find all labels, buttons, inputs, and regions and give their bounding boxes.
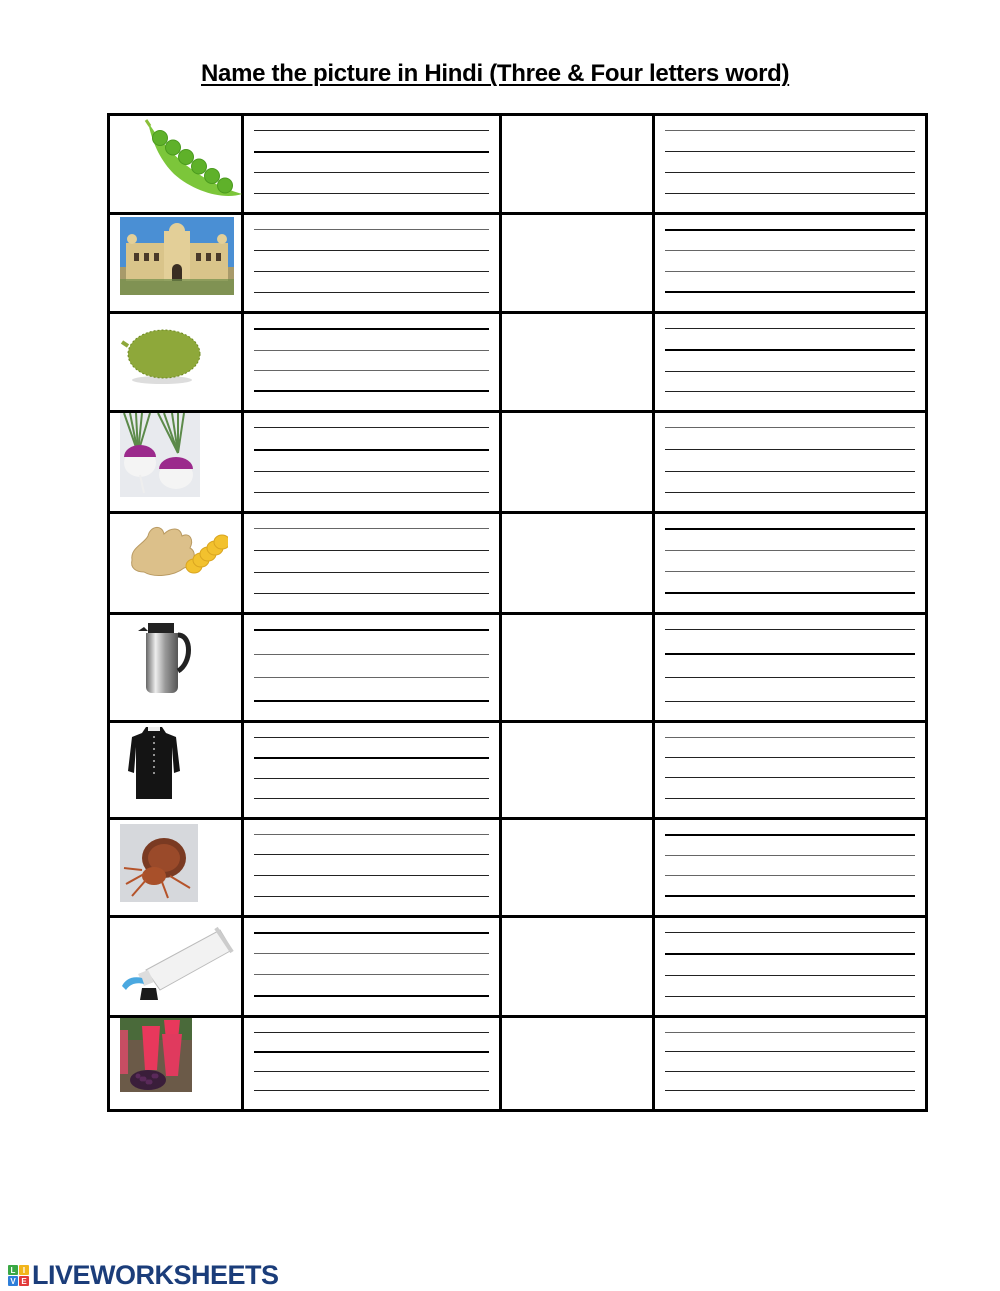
answer-cell-right[interactable] <box>654 1016 927 1110</box>
writing-line <box>254 700 489 702</box>
writing-lines[interactable] <box>665 528 915 594</box>
writing-line <box>254 250 489 251</box>
thermos-jug-picture-icon <box>134 619 194 702</box>
palace-picture-icon <box>120 217 234 300</box>
ginger-picture-icon <box>124 518 228 589</box>
writing-line <box>254 974 489 975</box>
writing-line <box>665 550 915 551</box>
writing-line <box>665 757 915 758</box>
jamun-juice-picture-icon <box>120 1018 192 1097</box>
writing-line <box>254 449 489 451</box>
picture-cell <box>109 214 243 313</box>
writing-line <box>254 550 489 551</box>
writing-line <box>254 390 489 392</box>
writing-lines[interactable] <box>665 229 915 293</box>
writing-lines[interactable] <box>665 130 915 194</box>
worksheet-row <box>109 313 927 412</box>
writing-line <box>665 895 915 897</box>
writing-line <box>254 995 489 997</box>
writing-lines[interactable] <box>665 834 915 897</box>
writing-line <box>254 1090 489 1091</box>
answer-cell-left[interactable] <box>243 313 501 412</box>
writing-line <box>665 328 915 329</box>
writing-line <box>254 572 489 573</box>
writing-lines[interactable] <box>665 427 915 493</box>
writing-line <box>665 391 915 392</box>
answer-cell-left[interactable] <box>243 818 501 916</box>
logo-block: V <box>8 1276 18 1286</box>
writing-line <box>665 1051 915 1052</box>
writing-line <box>665 471 915 472</box>
writing-lines[interactable] <box>665 629 915 701</box>
writing-line <box>254 427 489 428</box>
writing-line <box>254 953 489 954</box>
writing-line <box>665 1071 915 1072</box>
answer-cell-right[interactable] <box>654 214 927 313</box>
writing-line <box>665 130 915 131</box>
writing-line <box>254 875 489 876</box>
writing-line <box>254 229 489 230</box>
writing-lines[interactable] <box>254 328 489 392</box>
worksheet-row <box>109 818 927 916</box>
writing-line <box>665 371 915 372</box>
answer-cell-left[interactable] <box>243 916 501 1016</box>
answer-cell-right[interactable] <box>654 614 927 721</box>
writing-line <box>665 229 915 231</box>
middle-cell[interactable] <box>501 115 654 214</box>
writing-lines[interactable] <box>254 932 489 997</box>
worksheet-row <box>109 214 927 313</box>
answer-cell-right[interactable] <box>654 721 927 818</box>
writing-line <box>254 350 489 351</box>
writing-line <box>254 1071 489 1072</box>
logo-block: I <box>19 1265 29 1275</box>
writing-line <box>254 854 489 855</box>
writing-line <box>254 130 489 131</box>
answer-cell-right[interactable] <box>654 916 927 1016</box>
worksheet-title: Name the picture in Hindi (Three & Four letters word) <box>201 60 790 87</box>
logo-text: LIVEWORKSHEETS <box>32 1260 279 1290</box>
writing-line <box>254 778 489 779</box>
picture-cell <box>109 818 243 916</box>
worksheet-row <box>109 614 927 721</box>
writing-line <box>665 172 915 173</box>
worksheet-row <box>109 513 927 614</box>
writing-line <box>665 1090 915 1091</box>
picture-cell <box>109 1016 243 1110</box>
middle-cell[interactable] <box>501 513 654 614</box>
answer-cell-left[interactable] <box>243 1016 501 1110</box>
writing-line <box>254 471 489 472</box>
picture-cell <box>109 614 243 721</box>
writing-line <box>665 291 915 293</box>
writing-line <box>254 834 489 835</box>
writing-line <box>254 1051 489 1053</box>
pea-pod-picture-icon <box>134 118 246 205</box>
writing-line <box>665 592 915 594</box>
worksheet-row <box>109 115 927 214</box>
writing-lines[interactable] <box>254 834 489 897</box>
writing-line <box>665 571 915 572</box>
middle-cell[interactable] <box>501 916 654 1016</box>
worksheet-row <box>109 412 927 513</box>
writing-line <box>665 193 915 194</box>
middle-cell[interactable] <box>501 818 654 916</box>
writing-line <box>254 172 489 173</box>
writing-lines[interactable] <box>665 1032 915 1091</box>
writing-line <box>254 896 489 897</box>
writing-line <box>254 593 489 594</box>
worksheet-table <box>107 113 928 1112</box>
answer-cell-left[interactable] <box>243 115 501 214</box>
writing-line <box>665 975 915 976</box>
writing-line <box>665 271 915 272</box>
writing-lines[interactable] <box>254 130 489 194</box>
writing-line <box>254 492 489 493</box>
middle-cell[interactable] <box>501 614 654 721</box>
middle-cell[interactable] <box>501 721 654 818</box>
middle-cell[interactable] <box>501 313 654 412</box>
writing-lines[interactable] <box>254 229 489 293</box>
writing-lines[interactable] <box>254 528 489 594</box>
writing-line <box>665 250 915 251</box>
writing-line <box>665 737 915 738</box>
writing-line <box>254 654 489 655</box>
middle-cell[interactable] <box>501 412 654 513</box>
writing-line <box>254 370 489 371</box>
writing-line <box>254 328 489 330</box>
writing-line <box>665 151 915 152</box>
writing-line <box>254 677 489 678</box>
answer-cell-left[interactable] <box>243 513 501 614</box>
picture-cell <box>109 412 243 513</box>
logo-icon <box>8 1265 29 1286</box>
writing-line <box>665 677 915 678</box>
writing-line <box>254 757 489 759</box>
answer-cell-right[interactable] <box>654 115 927 214</box>
turnip-picture-icon <box>120 413 200 502</box>
writing-line <box>665 953 915 955</box>
writing-line <box>254 1032 489 1033</box>
liveworksheets-logo <box>8 1260 279 1291</box>
writing-line <box>254 798 489 799</box>
writing-line <box>665 528 915 530</box>
worksheet-row <box>109 721 927 818</box>
writing-lines[interactable] <box>665 328 915 392</box>
writing-line <box>665 427 915 428</box>
writing-line <box>254 193 489 194</box>
writing-line <box>254 737 489 738</box>
answer-cell-right[interactable] <box>654 313 927 412</box>
picture-cell <box>109 115 243 214</box>
writing-line <box>665 834 915 836</box>
answer-cell-left[interactable] <box>243 721 501 818</box>
writing-line <box>254 151 489 153</box>
picture-cell <box>109 513 243 614</box>
writing-lines[interactable] <box>254 737 489 799</box>
answer-cell-right[interactable] <box>654 818 927 916</box>
answer-cell-left[interactable] <box>243 214 501 313</box>
writing-line <box>665 653 915 655</box>
sherwani-coat-picture-icon <box>124 725 184 806</box>
toothpaste-tube-picture-icon <box>120 920 234 1007</box>
bedbug-picture-icon <box>120 824 198 907</box>
writing-line <box>665 349 915 351</box>
picture-cell <box>109 313 243 412</box>
writing-line <box>665 855 915 856</box>
writing-lines[interactable] <box>254 629 489 701</box>
writing-lines[interactable] <box>665 737 915 799</box>
writing-line <box>254 629 489 631</box>
writing-line <box>254 292 489 293</box>
logo-block: L <box>8 1265 18 1275</box>
writing-line <box>665 1032 915 1033</box>
answer-cell-left[interactable] <box>243 412 501 513</box>
writing-line <box>665 492 915 493</box>
worksheet-row <box>109 916 927 1016</box>
picture-cell <box>109 721 243 818</box>
writing-line <box>254 528 489 529</box>
picture-cell <box>109 916 243 1016</box>
answer-cell-left[interactable] <box>243 614 501 721</box>
jackfruit-picture-icon <box>120 324 204 391</box>
middle-cell[interactable] <box>501 1016 654 1110</box>
logo-block: E <box>19 1276 29 1286</box>
writing-lines[interactable] <box>665 932 915 997</box>
answer-cell-right[interactable] <box>654 513 927 614</box>
writing-line <box>665 629 915 630</box>
writing-line <box>665 798 915 799</box>
answer-cell-right[interactable] <box>654 412 927 513</box>
writing-line <box>665 875 915 876</box>
writing-lines[interactable] <box>254 427 489 493</box>
writing-line <box>665 932 915 933</box>
writing-line <box>665 996 915 997</box>
worksheet-row <box>109 1016 927 1110</box>
writing-line <box>665 701 915 702</box>
writing-line <box>254 271 489 272</box>
writing-line <box>665 777 915 778</box>
middle-cell[interactable] <box>501 214 654 313</box>
writing-line <box>254 932 489 934</box>
writing-line <box>665 449 915 450</box>
writing-lines[interactable] <box>254 1032 489 1091</box>
